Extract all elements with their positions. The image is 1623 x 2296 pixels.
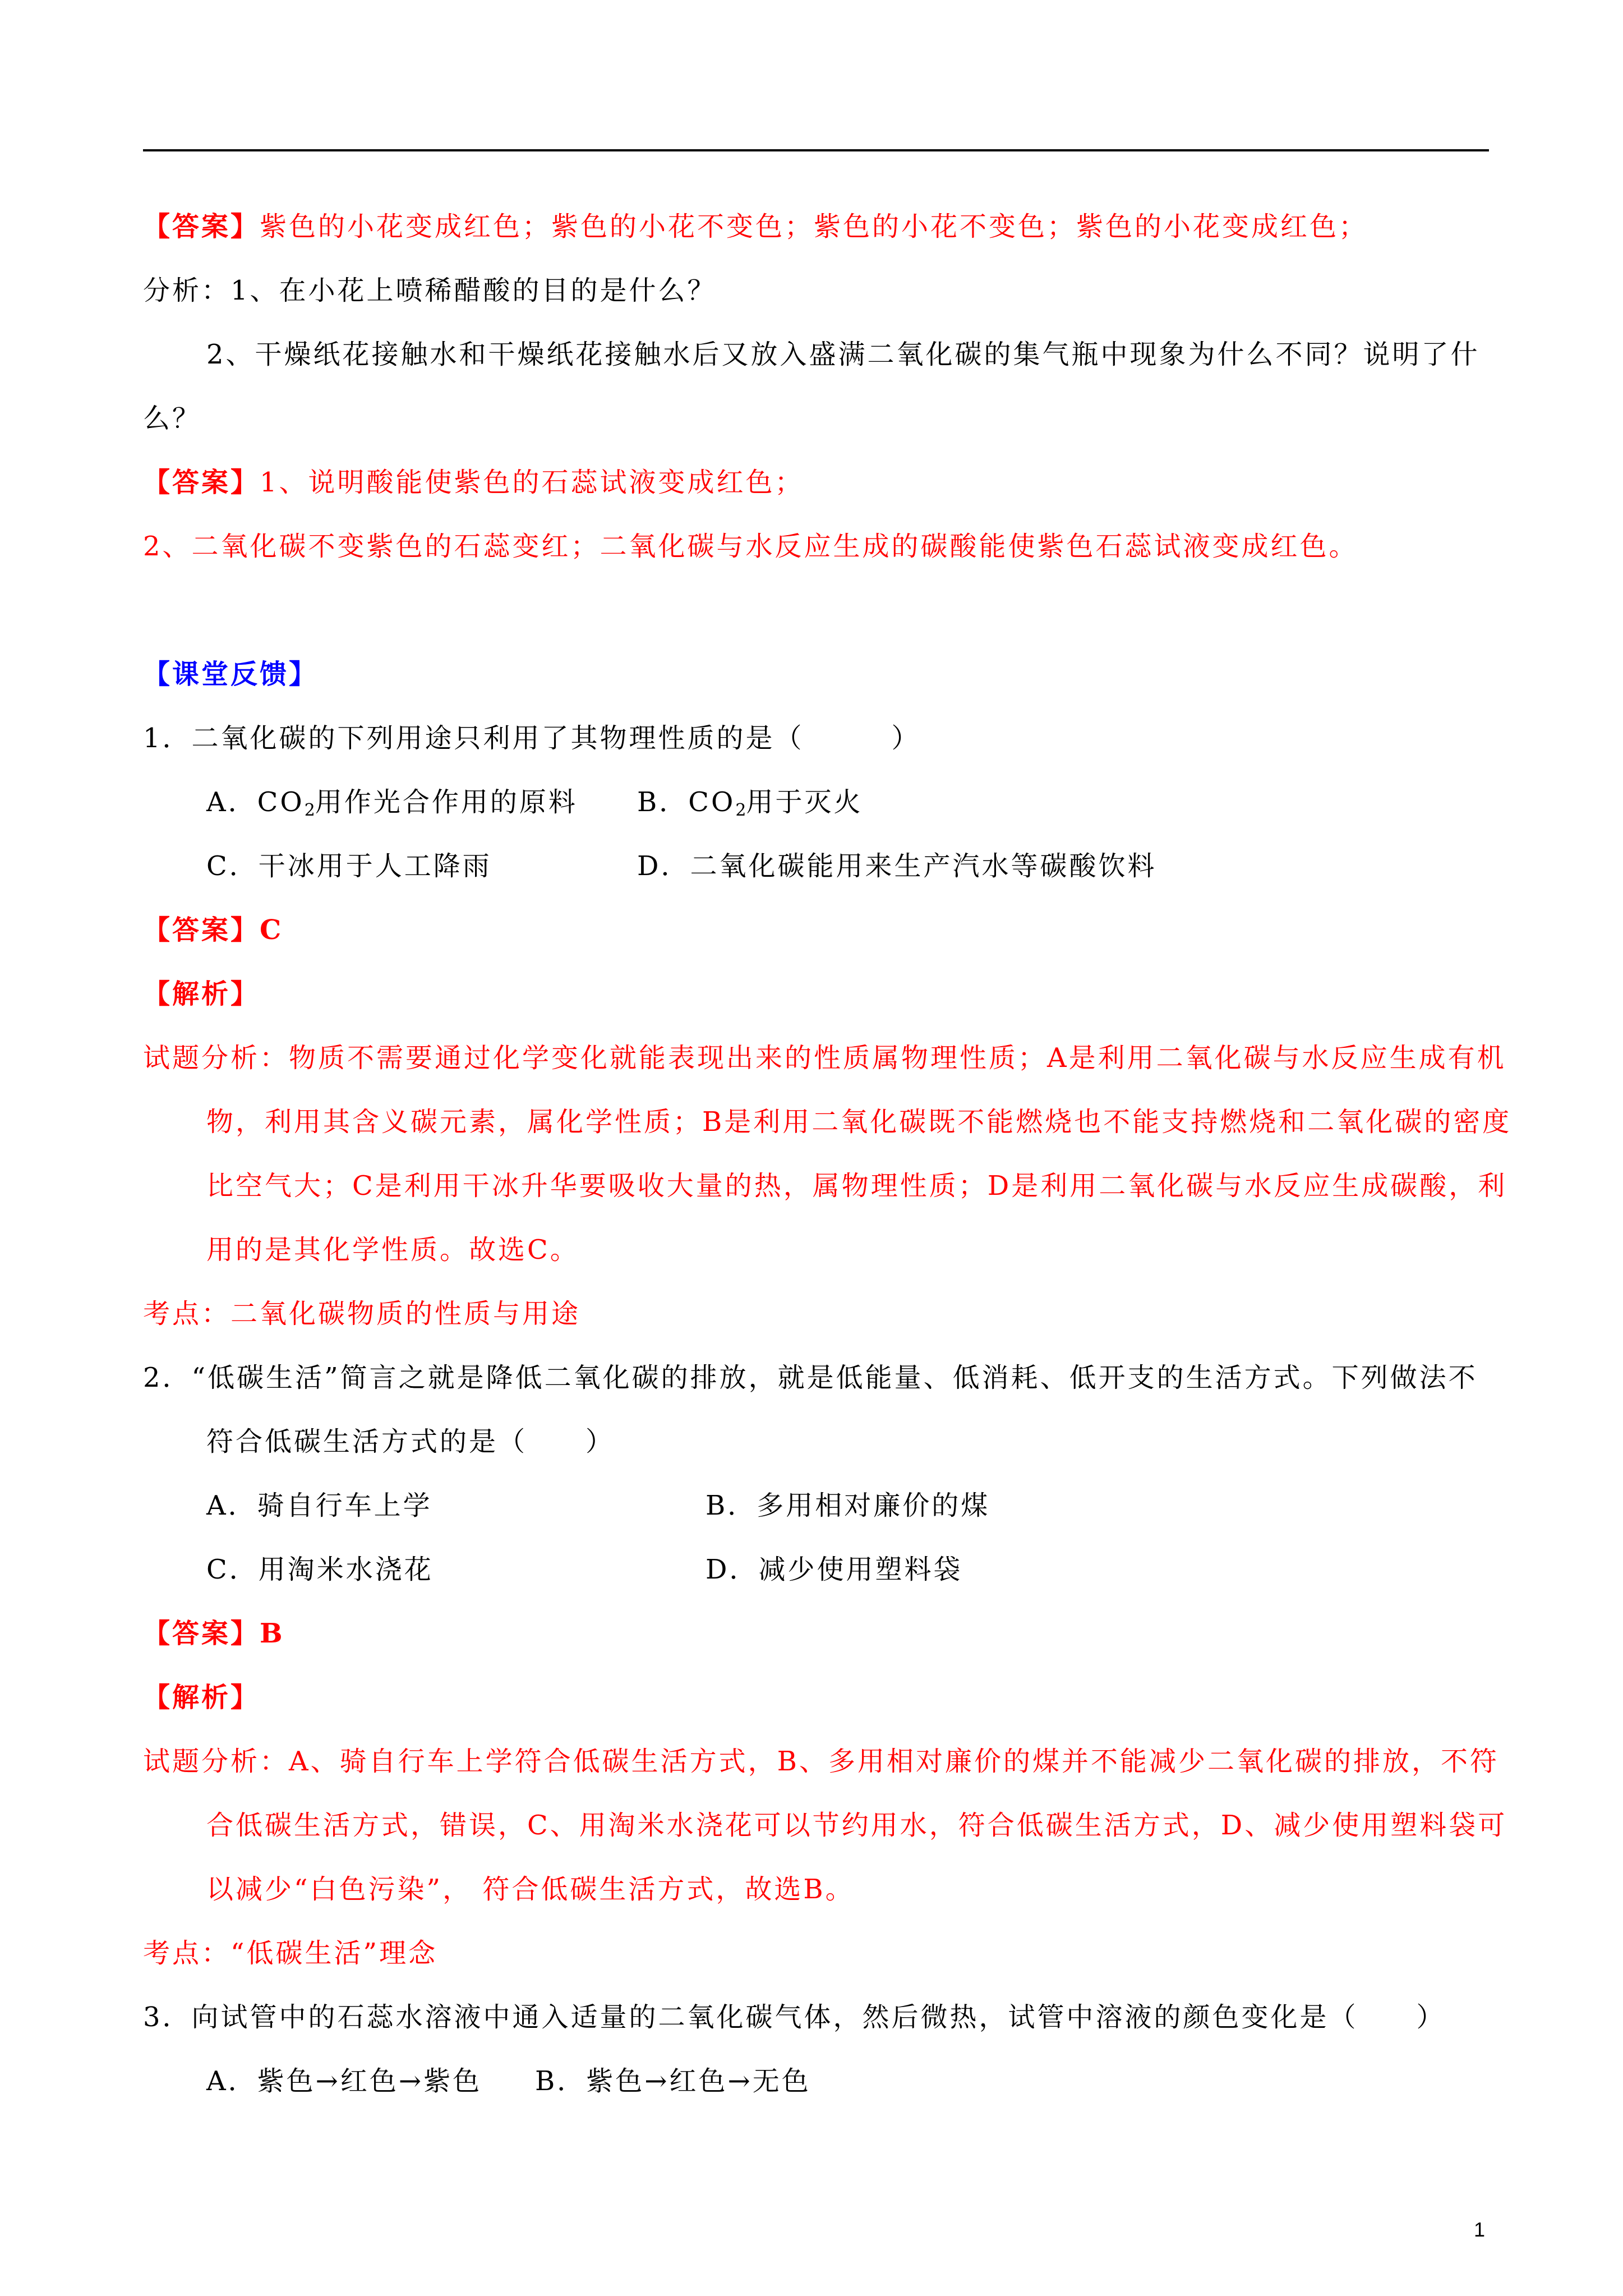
analysis-question-2-line2: 么？	[143, 403, 202, 434]
analysis-question-2-line1: 2、干燥纸花接触水和干燥纸花接触水后又放入盛满二氧化碳的集气瓶中现象为什么不同？说明了什	[206, 339, 1480, 370]
q1-option-a	[206, 784, 578, 820]
q1-analysis-tag: 【解析】	[143, 978, 260, 1010]
q2-answer: 【答案】B	[143, 1618, 285, 1649]
q1-option-a-sub: 2	[304, 800, 315, 820]
q1-analysis-line2: 物，利用其含义碳元素，属化学性质；B是利用二氧化碳既不能燃烧也不能支持燃烧和二氧化碳的密度	[206, 1106, 1512, 1138]
q1-option-a-pre: A．CO	[206, 786, 305, 818]
q2-stem-line1: 2．“低碳生活”简言之就是降低二氧化碳的排放，就是低能量、低消耗、低开支的生活方式。下列做法不	[143, 1362, 1478, 1393]
answer-line-flowers	[143, 209, 1368, 245]
q1-option-d: D．二氧化碳能用来生产汽水等碳酸饮料	[637, 850, 1157, 882]
header-rule	[143, 149, 1489, 151]
q2-stem-line2: 符合低碳生活方式的是（ ）	[206, 1426, 615, 1457]
q1-option-b-pre: B．CO	[637, 786, 736, 818]
q1-answer: 【答案】C	[143, 914, 284, 946]
q2-analysis-line2: 合低碳生活方式，错误，C、用淘米水浇花可以节约用水，符合低碳生活方式，D、减少使用塑料袋可	[206, 1810, 1507, 1841]
q1-option-b	[637, 784, 863, 820]
q1-analysis-line3: 比空气大；C是利用干冰升华要吸收大量的热，属物理性质；D是利用二氧化碳与水反应生成碳酸，利	[206, 1170, 1507, 1202]
analysis-question-1: 分析：1、在小花上喷稀醋酸的目的是什么？	[143, 275, 717, 306]
q1-option-a-post: 用作光合作用的原料	[315, 786, 578, 818]
q2-analysis-line1: 试题分析：A、骑自行车上学符合低碳生活方式，B、多用相对廉价的煤并不能减少二氧化碳的排放，不符	[143, 1746, 1499, 1777]
q1-analysis-line4: 用的是其化学性质。故选C。	[206, 1234, 579, 1266]
section-title: 【课堂反馈】	[143, 659, 319, 690]
q2-point: 考点：“低碳生活”理念	[143, 1938, 438, 1969]
q2-option-b: B．多用相对廉价的煤	[706, 1490, 990, 1521]
page-number: 1	[1474, 2218, 1486, 2241]
q2-analysis-line3: 以减少“白色污染”， 符合低碳生活方式，故选B。	[206, 1874, 855, 1905]
answer-tag: 【答案】	[143, 211, 260, 242]
q1-point: 考点：二氧化碳物质的性质与用途	[143, 1298, 581, 1329]
answer2-line2: 2、二氧化碳不变紫色的石蕊变红；二氧化碳与水反应生成的碳酸能使紫色石蕊试液变成红色。	[143, 531, 1358, 562]
q3-option-a: A．紫色→红色→紫色	[206, 2065, 482, 2097]
answer2-text1: 1、说明酸能使紫色的石蕊试液变成红色；	[260, 467, 804, 498]
answer2-tag: 【答案】	[143, 467, 260, 498]
q3-option-b: B．紫色→红色→无色	[535, 2065, 811, 2097]
q2-option-c: C．用淘米水浇花	[206, 1554, 434, 1585]
answer2-line1	[143, 464, 804, 500]
q2-option-d: D．减少使用塑料袋	[706, 1554, 963, 1585]
q1-stem: 1．二氧化碳的下列用途只利用了其物理性质的是（ ）	[143, 723, 921, 754]
q1-option-b-post: 用于灭火	[746, 786, 863, 818]
q3-stem: 3．向试管中的石蕊水溶液中通入适量的二氧化碳气体，然后微热，试管中溶液的颜色变化是（ ）	[143, 2001, 1446, 2033]
q1-option-b-sub: 2	[735, 800, 746, 820]
q1-option-c: C．干冰用于人工降雨	[206, 850, 492, 882]
answer-text: 紫色的小花变成红色；紫色的小花不变色；紫色的小花不变色；紫色的小花变成红色；	[260, 211, 1368, 242]
q1-analysis-line1: 试题分析：物质不需要通过化学变化就能表现出来的性质属物理性质；A是利用二氧化碳与水反应生成有机	[143, 1042, 1506, 1074]
q2-analysis-tag: 【解析】	[143, 1682, 260, 1713]
q2-option-a: A．骑自行车上学	[206, 1490, 432, 1521]
